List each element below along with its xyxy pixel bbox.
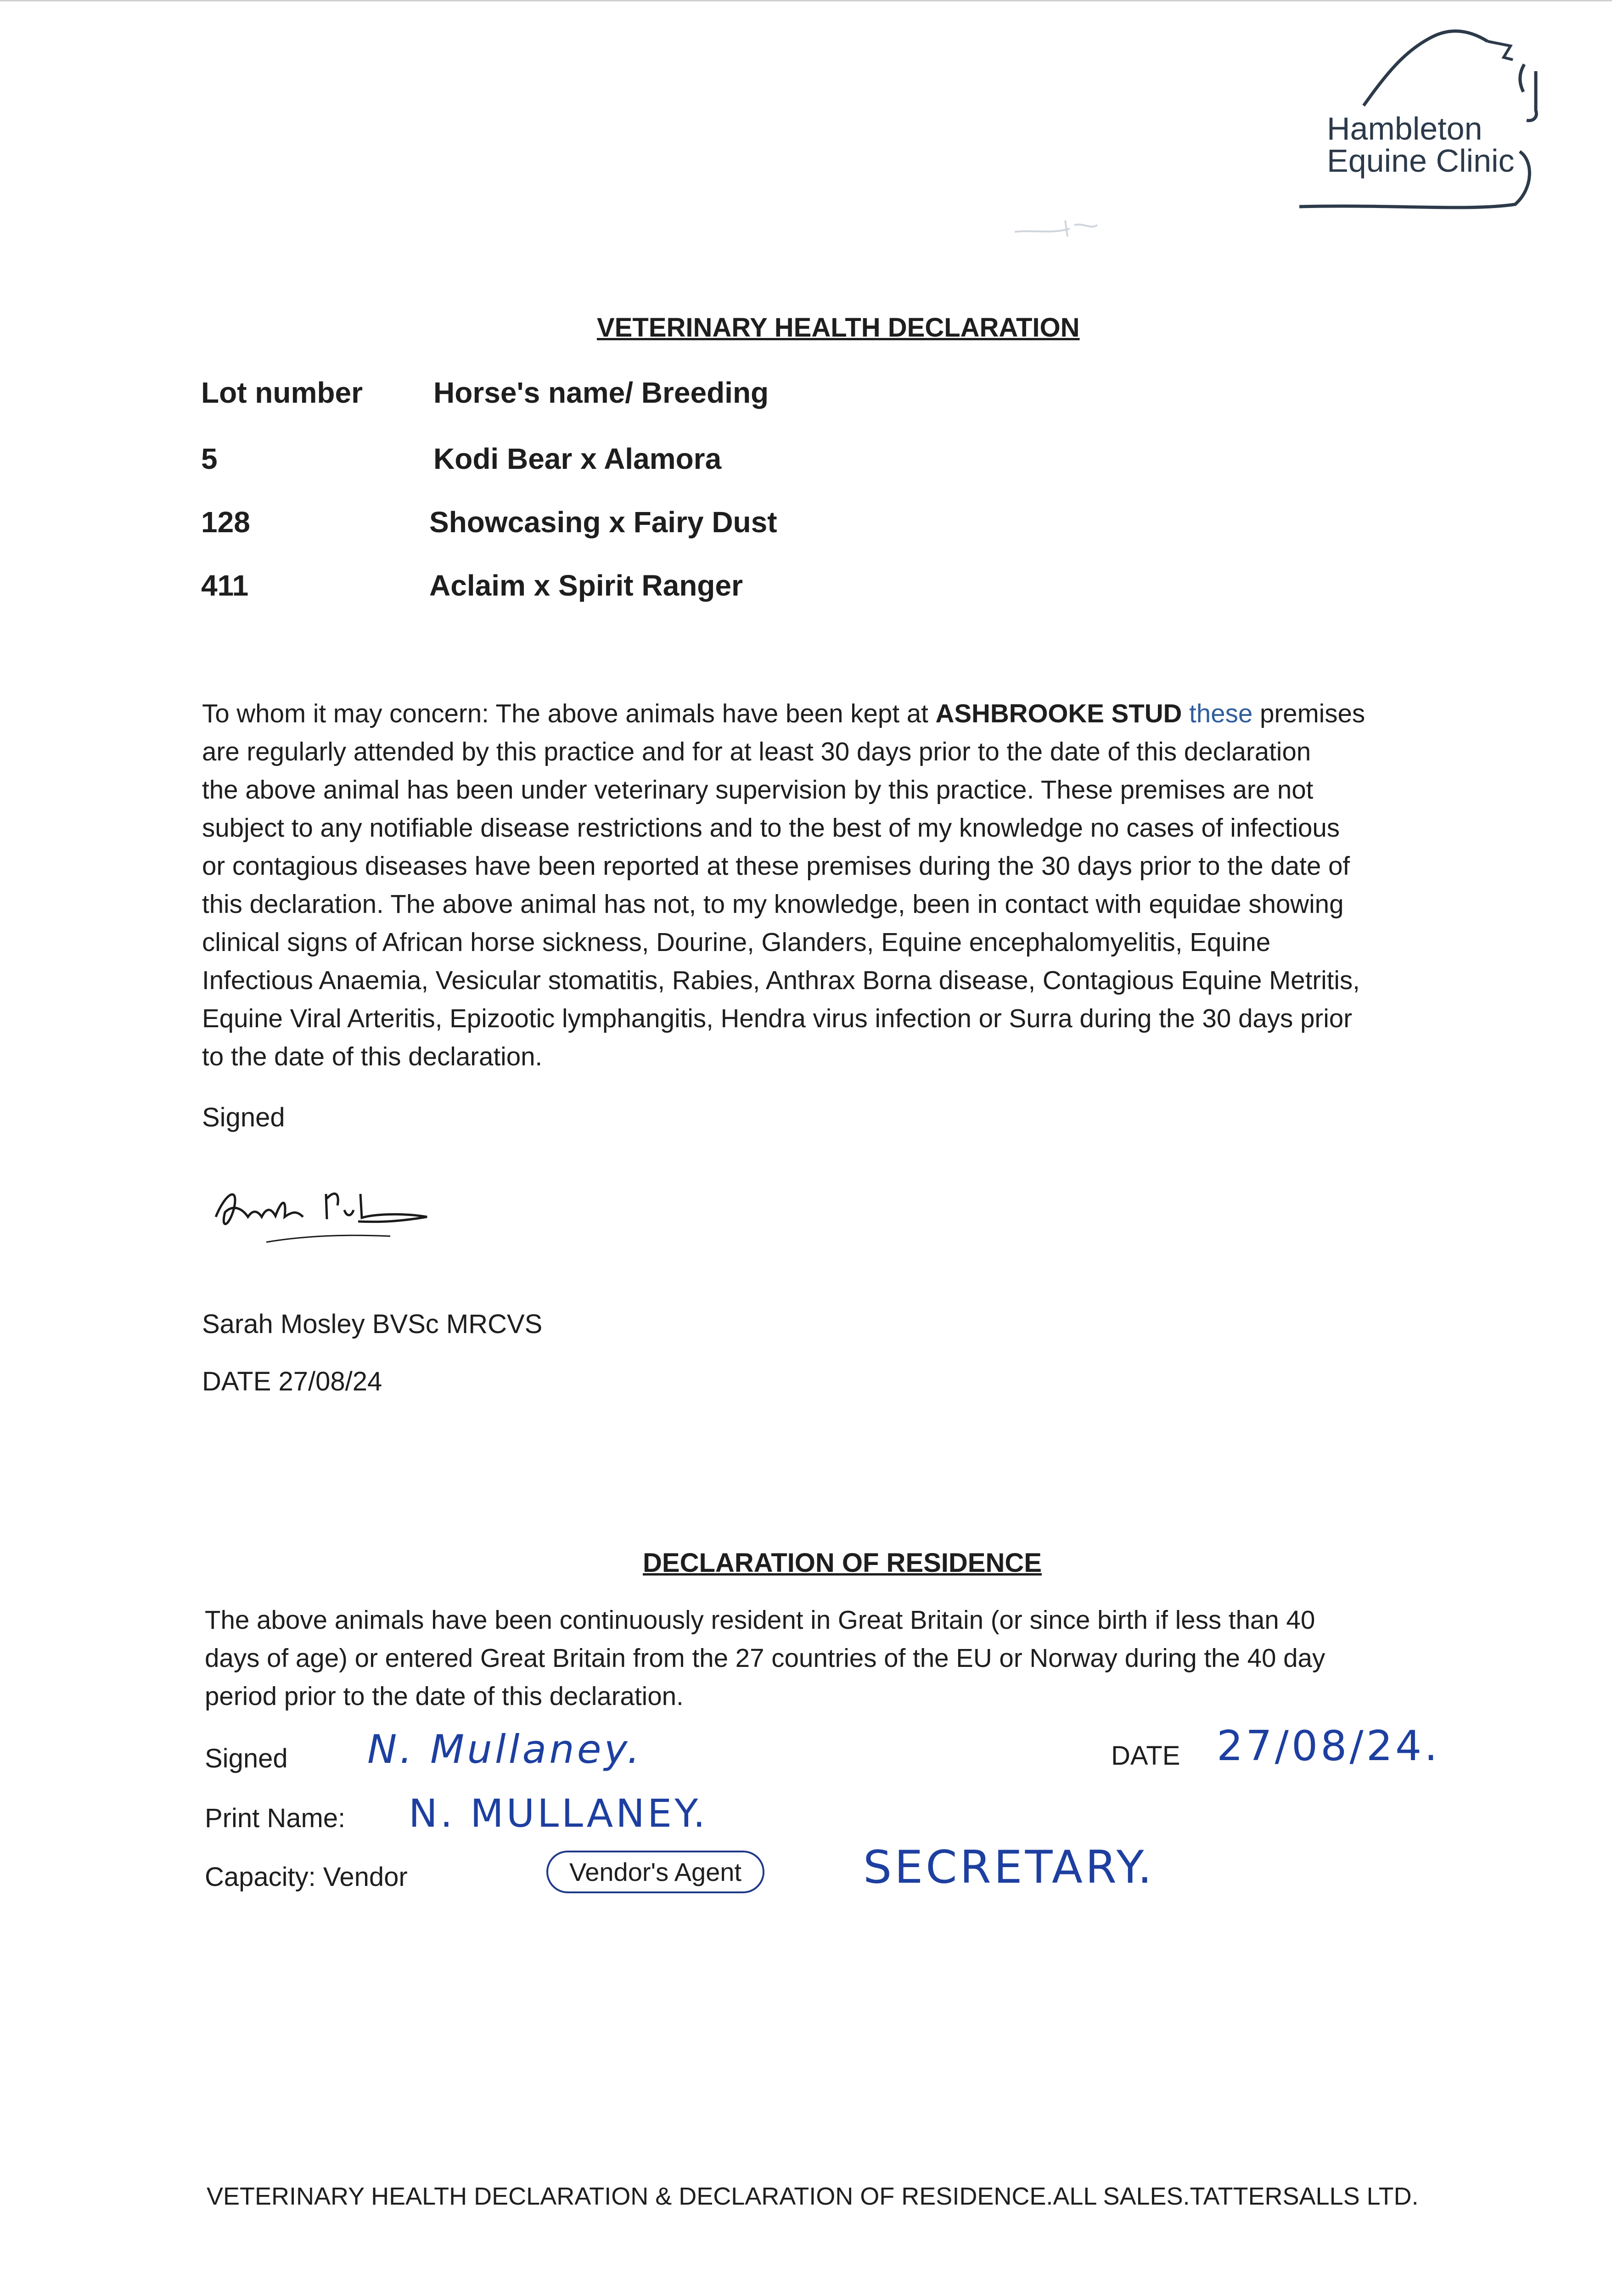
health-declaration-paragraph — [202, 694, 1365, 1075]
clinic-logo — [1295, 18, 1552, 230]
vet-signature — [207, 1166, 445, 1258]
para-line: The above animals have been continuously resident in Great Britain (or since birth if less than 40 — [205, 1605, 1315, 1634]
horse-name-header: Horse's name/ Breeding — [433, 376, 769, 409]
document-footer: VETERINARY HEALTH DECLARATION & DECLARATION OF RESIDENCE.ALL SALES.TATTERSALLS LTD. — [207, 2183, 1419, 2210]
residence-declaration-title: DECLARATION OF RESIDENCE — [643, 1548, 1042, 1578]
horse-name-cell: Showcasing x Fairy Dust — [429, 506, 777, 539]
health-declaration-title: VETERINARY HEALTH DECLARATION — [597, 313, 1080, 343]
para-text: To whom it may concern: The above animals have been kept at — [202, 699, 936, 728]
residence-signature: N. Mullaney. — [367, 1727, 643, 1773]
date-label: DATE — [202, 1367, 271, 1396]
vendors-agent-option-circled: Vendor's Agent — [546, 1851, 764, 1893]
para-line: period prior to the date of this declaration. — [205, 1682, 684, 1711]
horse-name-cell: Kodi Bear x Alamora — [433, 442, 722, 475]
capacity-value: SECRETARY. — [863, 1841, 1155, 1894]
para-line: clinical signs of African horse sickness, Dourine, Glanders, Equine encephalomyelitis, Equine — [202, 928, 1271, 957]
para-line: or contagious diseases have been reported at these premises during the 30 days prior to the date of — [202, 851, 1350, 880]
vet-name: Sarah Mosley BVSc MRCVS — [202, 1309, 543, 1339]
horse-name-cell: Aclaim x Spirit Ranger — [429, 569, 743, 602]
residence-signed-label: Signed — [205, 1744, 288, 1773]
lot-number-header: Lot number — [201, 376, 363, 409]
para-line: to the date of this declaration. — [202, 1042, 543, 1071]
vet-date — [202, 1366, 382, 1397]
para-line: are regularly attended by this practice and for at least 30 days prior to the date of this declaration — [202, 737, 1311, 766]
para-text: premises — [1253, 699, 1365, 728]
para-line: this declaration. The above animal has not, to my knowledge, been in contact with equidae showing — [202, 889, 1344, 918]
premises-name: ASHBROOKE STUD — [935, 699, 1182, 728]
lot-number-cell: 411 — [201, 569, 249, 602]
residence-date-value: 27/08/24. — [1217, 1722, 1440, 1770]
lot-number-cell: 128 — [201, 506, 250, 539]
logo-line-2: Equine Clinic — [1327, 143, 1515, 179]
para-line: Equine Viral Arteritis, Epizootic lymphangitis, Hendra virus infection or Surra during the 30 days prior — [202, 1004, 1353, 1033]
scan-top-edge — [0, 0, 1612, 1]
print-name-value: N. MULLANEY. — [409, 1791, 708, 1836]
logo-line-1: Hambleton — [1327, 111, 1483, 146]
para-line: subject to any notifiable disease restrictions and to the best of my knowledge no cases of infectious — [202, 813, 1340, 842]
faint-stamp-mark — [1010, 211, 1102, 248]
date-value: 27/08/24 — [278, 1367, 382, 1396]
capacity-label: Capacity: Vendor — [205, 1862, 408, 1892]
para-line: the above animal has been under veterinary supervision by this practice. These premises are not — [202, 775, 1314, 804]
para-line: Infectious Anaemia, Vesicular stomatitis, Rabies, Anthrax Borna disease, Contagious Equine Metritis, — [202, 966, 1360, 995]
para-line: days of age) or entered Great Britain from the 27 countries of the EU or Norway during the 40 day — [205, 1643, 1326, 1672]
residence-paragraph — [205, 1601, 1325, 1715]
lot-number-cell: 5 — [201, 442, 218, 475]
print-name-label: Print Name: — [205, 1803, 346, 1833]
residence-date-label: DATE — [1111, 1741, 1180, 1771]
vet-signed-label: Signed — [202, 1103, 285, 1132]
inserted-word: these — [1189, 699, 1253, 728]
